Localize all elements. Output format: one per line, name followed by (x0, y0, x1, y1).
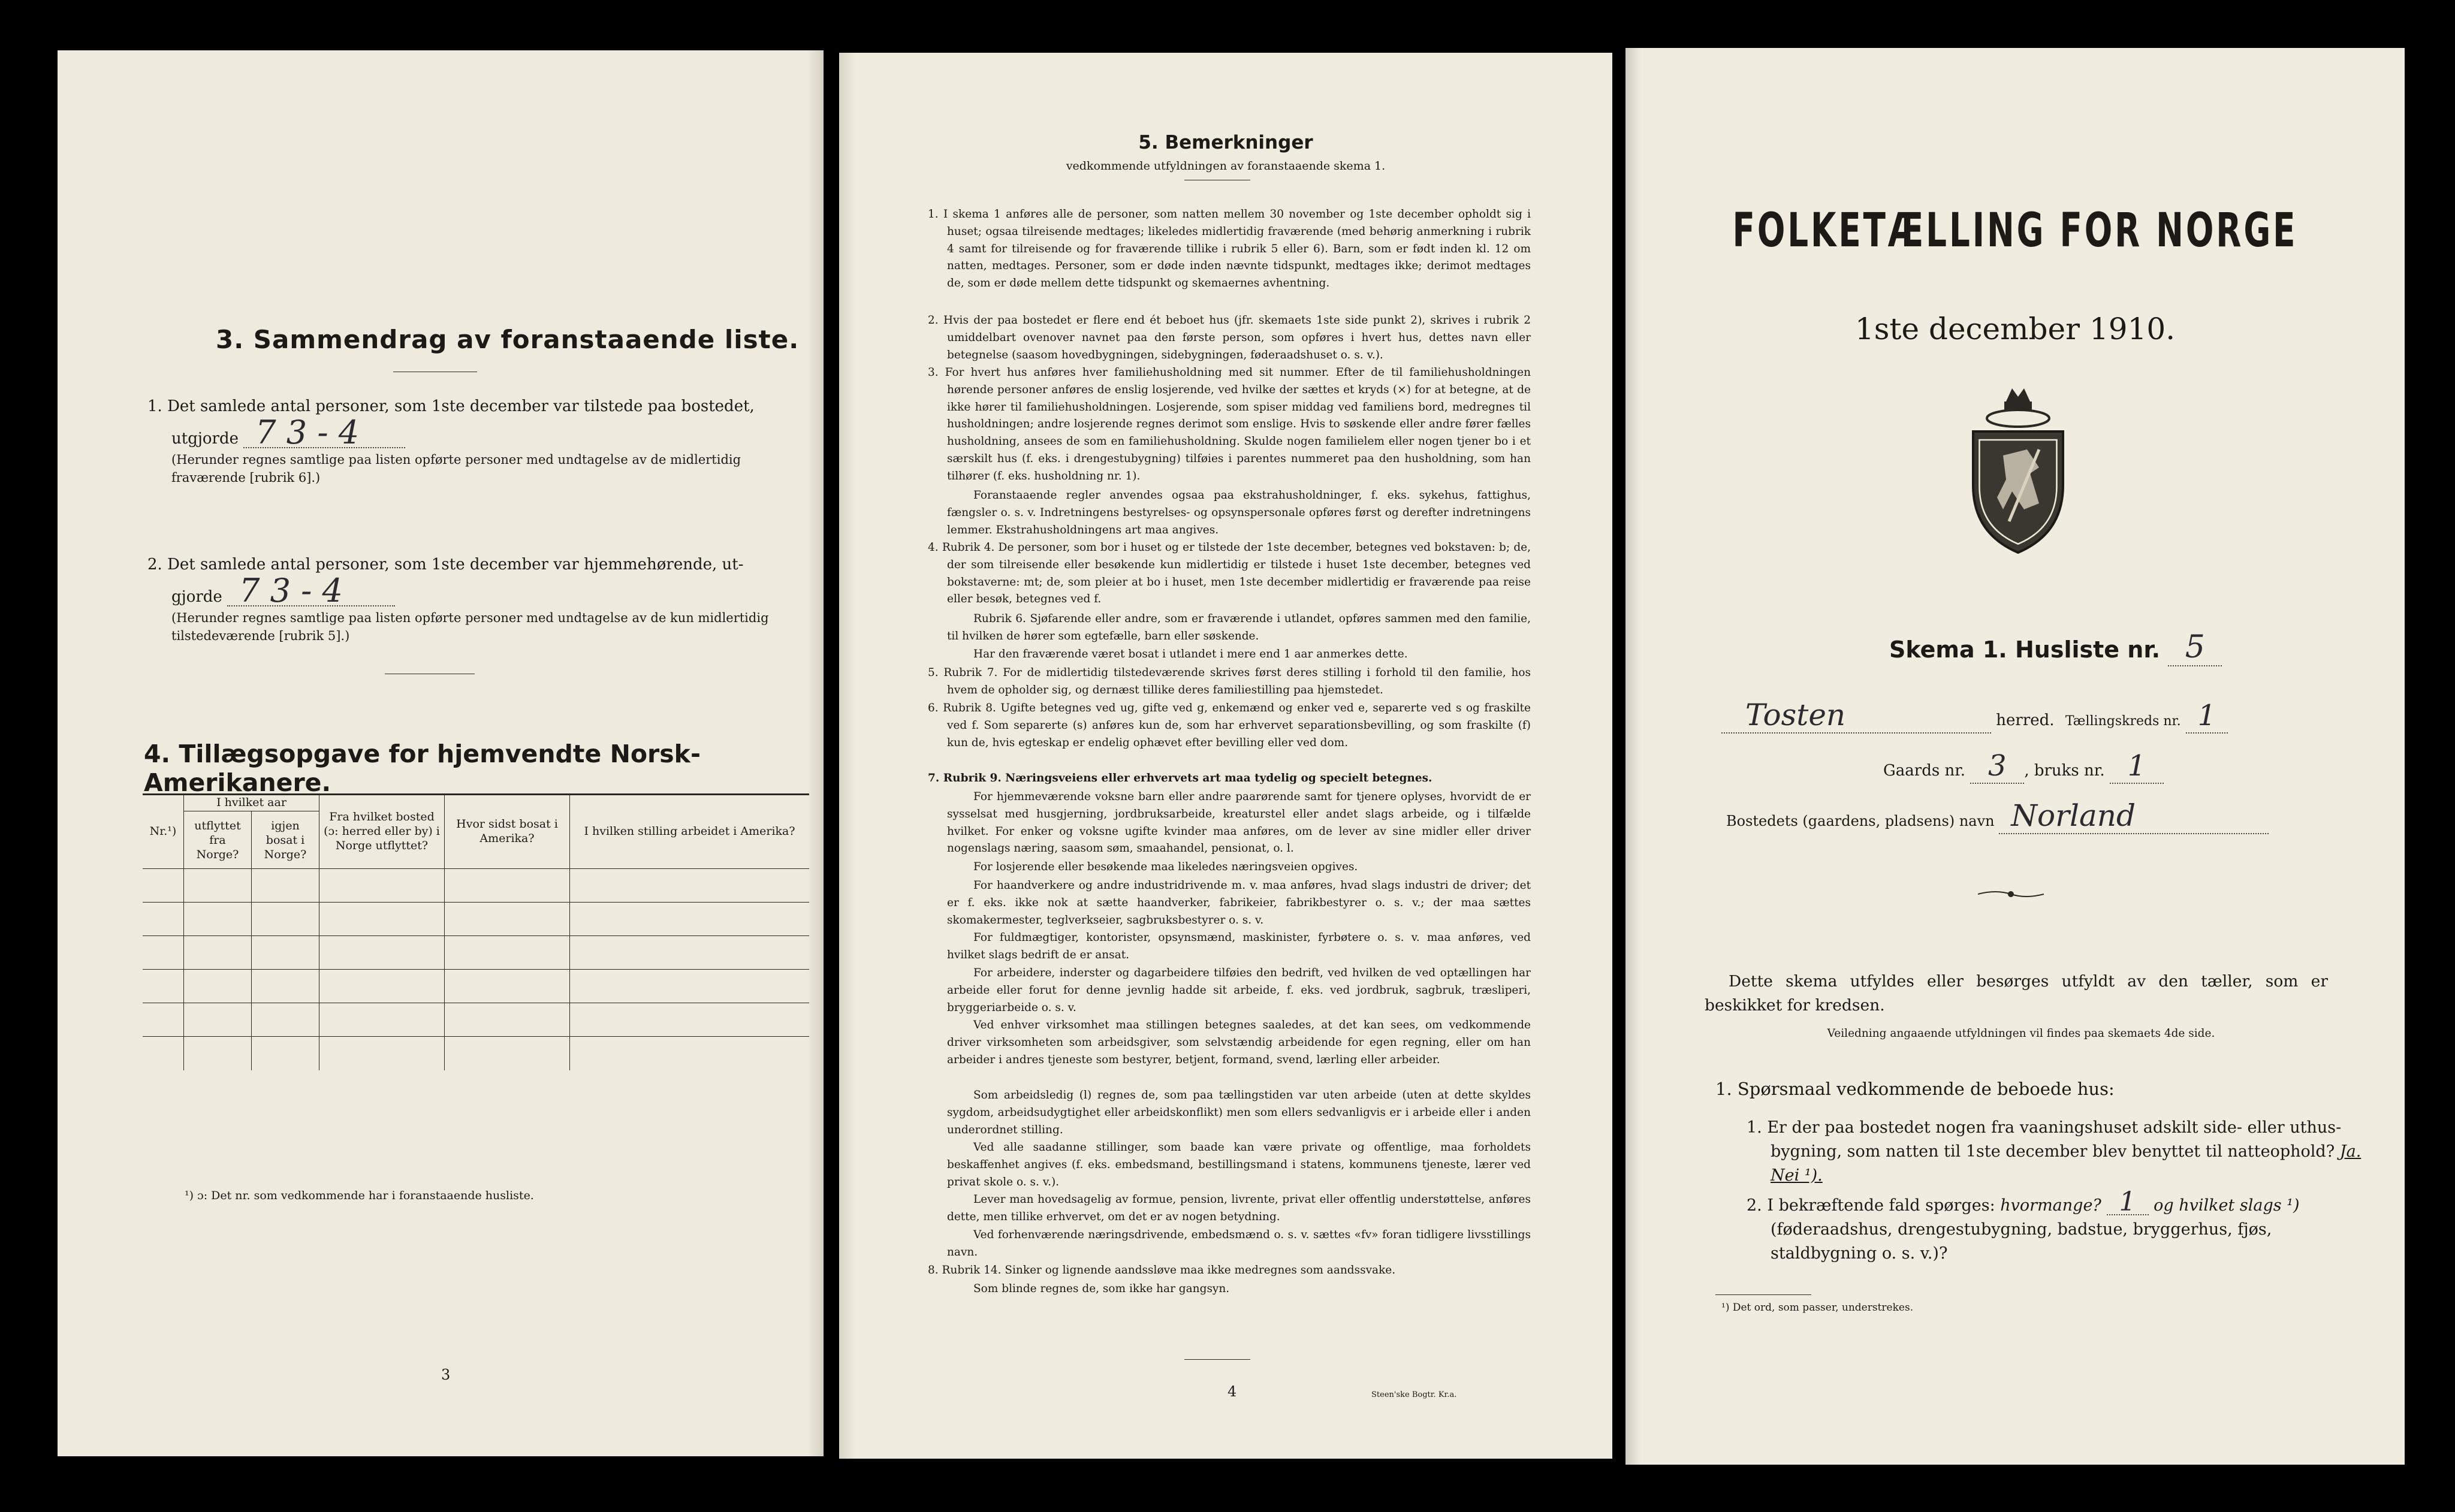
page-fold-shadow (839, 53, 855, 1459)
question-1-2-text: 2. I bekræftende fald spørges: (1747, 1196, 1995, 1215)
col-i-hvilket-aar: I hvilket aar (184, 794, 319, 811)
col-stilling: I hvilken stilling arbeidet i Amerika? (570, 794, 810, 869)
paragraph: Rubrik 6. Sjøfarende eller andre, som er fraværende i utlandet, opføres sammen med den familie, til hvilken de hører som egtefælle, barn eller søskende. (947, 612, 1531, 642)
paragraph: Som blinde regnes de, som ikke har gangsyn. (973, 1282, 1230, 1295)
paragraph: 7. Rubrik 9. Næringsveiens eller erhvervets art maa tydelig og specielt betegnes. (928, 772, 1432, 784)
col-fra-hvilket-bosted: Fra hvilket bosted (ɔ: herred eller by) i Norge utflyttet? (319, 794, 445, 869)
paragraph: For losjerende eller besøkende maa likeledes næringsveien opgives. (973, 861, 1358, 873)
col-hvor-sidst-bosat: Hvor sidst bosat i Amerika? (445, 794, 570, 869)
paragraph: For fuldmægtiger, kontorister, opsynsmænd, maskinister, fyrbøtere o. s. v. maa anføres, ved hvilket slags bedrift de er ansat. (947, 931, 1531, 961)
question-1-2-hvilket: og hvilket slags ¹) (2154, 1196, 2300, 1215)
coat-of-arms-icon (1955, 384, 2081, 557)
page-3-footnote: ¹) ɔ: Det nr. som vedkommende har i foranstaaende husliste. (185, 1189, 534, 1202)
col-utflyttet: utflyttet fra Norge? (184, 811, 252, 869)
gaards-label: Gaards nr. (1883, 762, 1966, 780)
question-1-2-hvormange: hvormange? (2000, 1196, 2101, 1215)
paragraph: For haandverkere og andre industridrivende m. v. maa anføres, hvad slags industri de driver; det er f. eks. ikke nok at sætte haandverker, fabrikeier, fabrikbestyrer o. s. v.; der maa sættes skomakermester, teglverkseier, sagbruksbestyrer o. s. v. (947, 879, 1531, 926)
paragraph: 2. Hvis der paa bostedet er flere end ét beboet hus (jfr. skemaets 1ste side punkt 2), skrives i rubrik 2 umiddelbart ovenover navnet paa den første person, som opføres i hvert hus, dettes navn eller betegnelse (saasom hovedbygningen, sidebygningen, føderaadshuset o. s. v.). (928, 314, 1531, 361)
table-row (143, 936, 809, 970)
table-row (143, 1037, 809, 1070)
paragraph: Ved enhver virksomhet maa stillingen betegnes saaledes, at det kan sees, om vedkommende driver virksomheten som arbeidsgiver, som selvstændig arbeidende for egen regning, eller om han arbeider i andres tjeneste som bestyrer, betjent, formand, svend, lærling eller arbeider. (947, 1019, 1531, 1066)
item-1-prefix: utgjorde (171, 430, 239, 448)
bosted-value: Norland (1999, 798, 2269, 834)
bosted-line (1726, 798, 2269, 834)
paragraph: For hjemmeværende voksne barn eller andre paarørende samt for tjenere oplyses, hvorvidt de er sysselsat med husgjerning, jordbruksarbeide, kreaturstel eller andet slags arbeide, og i tilfælde hvilket. For enker og voksne ugifte kvinder maa anføres, om de lever av sine midler eller driver nogenslags næring, saasom søm, smaahandel, pensionat, o. l. (947, 790, 1531, 855)
paragraph: For arbeidere, inderster og dagarbeidere tilføies den bedrift, ved hvilken de ved optællingen har arbeide eller forut for denne jevnlig hadde sit arbeide, f. eks. ved jordbruk, sagbruk, træsliperi, bryggeriarbeide o. s. v. (947, 967, 1531, 1014)
husliste-number: 5 (2168, 629, 2222, 666)
bruks-value: 1 (2110, 749, 2164, 784)
norsk-amerikanere-table (143, 793, 809, 1070)
herred-line (1721, 698, 2345, 734)
ornament-icon (1978, 887, 2044, 901)
paragraph: 4. Rubrik 4. De personer, som bor i huset og er tilstede der 1ste december, betegnes ved bokstaven: b; de, der som tilreisende eller besøkende kun midlertidig er tilstede i huset 1ste december, betegnes ved bokstaverne: mt; de, som pleier at bo i huset, men 1ste december midlertidig er fraværende paa reise eller besøk, betegnes ved f. (928, 541, 1531, 606)
page-1 (1625, 48, 2405, 1465)
schema-line (1889, 629, 2222, 666)
table-top-rule (143, 793, 809, 795)
item-1-value: 7 3 - 4 (243, 418, 405, 448)
bruks-label: bruks nr. (2034, 762, 2105, 780)
page-number: 4 (1228, 1383, 1237, 1400)
section-3-title: 3. Sammendrag av foranstaaende liste. (216, 325, 800, 354)
section-5-subtitle: vedkommende utfyldningen av foranstaaende skema 1. (1066, 159, 1386, 173)
herred-label: herred. (1996, 711, 2055, 729)
table-row (143, 970, 809, 1003)
question-1-title: 1. Spørsmaal vedkommende de beboede hus: (1715, 1079, 2115, 1099)
main-title-wrap (1625, 204, 2405, 258)
item-2-text: 2. Det samlede antal personer, som 1ste december var hjemmehørende, ut- (147, 556, 744, 574)
col-nr: Nr.¹) (143, 794, 184, 869)
paragraph: Ved alle saadanne stillinger, som baade kan være private og offentlige, maa forholdets beskaffenhet angives (f. eks. embedsmand, bestillingsmand i statens, kommunens tjeneste, lærer ved privat skole o. s. v.). (947, 1141, 1531, 1188)
paragraph: Som arbeidsledig (l) regnes de, som paa tællingstiden var uten arbeide (uten at dette skyldes sygdom, arbeidsudygtighet eller arbeidskonflikt) men som ellers sedvanligvis er i arbeide eller i anden underordnet stilling. (947, 1089, 1531, 1136)
paragraph: Har den fraværende været bosat i utlandet i mere end 1 aar anmerkes dette. (973, 648, 1408, 660)
item-1 (147, 394, 824, 487)
page-1-footnote: ¹) Det ord, som passer, understrekes. (1721, 1302, 1914, 1314)
kreds-label: Tællingskreds nr. (2065, 714, 2181, 729)
schema-label: Skema 1. Husliste nr. (1889, 636, 2161, 663)
page-4 (839, 53, 1612, 1459)
paragraph: 1. I skema 1 anføres alle de personer, som natten mellem 30 november og 1ste december opholdt sig i huset; ogsaa tilreisende medtages; likeledes midlertidig fraværende (med behørig anmerkning i rubrik 4 samt for tilreisende og for fraværende tillike i rubrik 5 eller 6). Barn, som er født inden kl. 12 om natten, medtages. Personer, som er døde inden nævnte tidspunkt, medtages ikke; derimot medtages de, som er døde mellem dette tidspunkt og skemaernes avhentning. (928, 208, 1531, 290)
bosted-label: Bostedets (gaardens, pladsens) navn (1726, 813, 1995, 829)
main-title: FOLKETÆLLING FOR NORGE (1732, 204, 2298, 258)
veiledning-text: Veiledning angaaende utfyldningen vil findes paa skemaets 4de side. (1827, 1027, 2215, 1040)
question-1-2-options: (føderaadshus, drengestubygning, badstue, bryggerhus, fjøs, staldbygning o. s. v.)? (1771, 1220, 2272, 1263)
table-row (143, 903, 809, 936)
question-1-2-count: 1 (2107, 1190, 2149, 1215)
herred-value: Tosten (1721, 698, 1991, 734)
gaards-value: 3 (1970, 749, 2024, 784)
intro-text: Dette skema utfyldes eller besørges utfyldt av den tæller, som er beskikket for kredsen. (1705, 972, 2328, 1015)
gaards-line: Gaards nr. 3 , bruks nr. 1 (1883, 749, 2164, 784)
page-3 (58, 50, 824, 1456)
paragraph: 5. Rubrik 7. For de midlertidig tilstedeværende skrives først deres stilling i forhold til den familie, hos hvem de opholder sig, og dernæst tillike deres familiestilling paa hjemstedet. (928, 666, 1531, 696)
item-2 (147, 553, 824, 645)
census-date: 1ste december 1910. (1854, 312, 2176, 346)
item-2-value: 7 3 - 4 (227, 577, 395, 606)
paragraph: 6. Rubrik 8. Ugifte betegnes ved ug, gifte ved g, enkemænd og enker ved e, separerte ved s og fraskilte ved f. Som separerte (s) anføres kun de, som har erhvervet separationsbevilling, og som fraskilte (f) kun de, hvis egteskap er endelig ophævet efter bevilling eller ved dom. (928, 702, 1531, 749)
col-igjen-bosat: igjen bosat i Norge? (252, 811, 319, 869)
paragraph: 8. Rubrik 14. Sinker og lignende aandssløve maa ikke medregnes som aandssvake. (928, 1264, 1396, 1276)
divider (1715, 1294, 1811, 1295)
page-fold-shadow (1625, 48, 1641, 1465)
paragraph: Ved forhenværende næringsdrivende, embedsmænd o. s. v. sættes «fv» foran tidligere livsstillings navn. (947, 1229, 1531, 1259)
question-1-1-answer: Ja. Nei ¹). (1771, 1142, 2361, 1185)
kreds-value: 1 (2186, 699, 2228, 734)
table-row (143, 869, 809, 903)
printer-mark: Steen'ske Bogtr. Kr.a. (1371, 1390, 1457, 1399)
paragraph: Foranstaaende regler anvendes ogsaa paa ekstrahusholdninger, f. eks. sykehus, fattighus, fængsler o. s. v. Indretningens bestyrelses- og opsynspersonale opføres først og derefter indretningens lemmer. Ekstrahusholdningens art maa angives. (947, 489, 1531, 536)
paragraph: 3. For hvert hus anføres hver familiehusholdning med sit nummer. Efter de til familiehusholdningen hørende personer anføres de enslig losjerende, ved hvilke der sættes et kryds (×) for at betegne, at de ikke hører til familiehusholdningen. Losjerende, som spiser middag ved familiens bord, medregnes til husholdningen; andre losjerende regnes derimot som enslige. Hvis to søskende eller andre fører fælles husholdning, ansees de som en familiehusholdning. Skulde nogen familielem eller nogen tjener bo i et særskilt hus (f. eks. i drengestubygning) tilføies i parentes nummeret paa den husholdning, som han tilhører (f. eks. husholdning nr. 1). (928, 366, 1531, 482)
item-2-note: (Herunder regnes samtlige paa listen opførte personer med undtagelse av de kun midlertidig tilstedeværende [rubrik 5].) (171, 611, 769, 643)
table-row (143, 1003, 809, 1037)
question-1-2 (1747, 1187, 2370, 1266)
question-1-1-text: 1. Er der paa bostedet nogen fra vaaningshuset adskilt side- eller uthus-bygning, som natten til 1ste december blev benyttet til natteophold? (1747, 1118, 2342, 1161)
page-number: 3 (441, 1366, 451, 1383)
paragraph: Lever man hovedsagelig av formue, pension, livrente, privat eller offentlig understøttelse, anføres dette, men tillike erhvervet, om det er av nogen betydning. (947, 1193, 1531, 1223)
item-1-note: (Herunder regnes samtlige paa listen opførte personer med undtagelse av de midlertidig fraværende [rubrik 6].) (171, 452, 741, 485)
bemerkninger-text (928, 206, 1531, 1299)
item-1-text: 1. Det samlede antal personer, som 1ste december var tilstede paa bostedet, (147, 397, 755, 415)
item-2-prefix: gjorde (171, 588, 222, 606)
question-1-1 (1747, 1116, 2370, 1188)
divider (1184, 1359, 1250, 1360)
section-5-title: 5. Bemerkninger (1138, 132, 1313, 153)
section-4-title: 4. Tillægsopgave for hjemvendte Norsk-Amerikanere. (144, 740, 701, 797)
